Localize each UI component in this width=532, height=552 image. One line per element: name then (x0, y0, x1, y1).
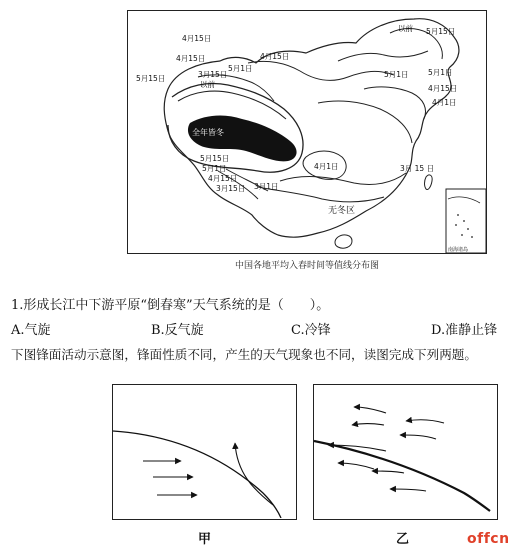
front-diagram-jia (112, 384, 297, 520)
label-mar15-left: 3月15日 (198, 70, 228, 79)
label-apr15-a: 4月15日 (182, 34, 212, 43)
south-sea-inset (446, 189, 486, 253)
china-spring-onset-map (127, 10, 487, 254)
option-a: A.气旋 (11, 323, 51, 338)
arrow-yi-4 (400, 435, 436, 439)
label-before-top: 以前 (398, 24, 413, 33)
offcn-logo: offcn (467, 531, 510, 547)
isoline-apr1-east (318, 101, 412, 143)
front-surface-jia (113, 431, 281, 518)
label-may1-lower: 5月1日 (202, 164, 227, 173)
isoline-apr15-east (364, 87, 426, 119)
label-may15-top: 5月15日 (426, 27, 456, 36)
label-may1-top: 5月1日 (384, 70, 409, 79)
intro-text: 下图锋面活动示意图，锋面性质不同，产生的天气现象也不同，读图完成下列两题。 (11, 347, 477, 362)
arrow-yi-2 (352, 424, 384, 426)
label-jia: 甲 (198, 532, 212, 547)
label-may1-right: 5月1日 (428, 68, 453, 77)
arrow-yi-7 (372, 471, 404, 473)
option-c: C.冷锋 (291, 323, 331, 338)
isoline-apr15-north (248, 61, 394, 80)
question-1-stem: 1.形成长江中下游平原“倒春寒”天气系统的是（ ）。 (11, 298, 330, 313)
arrow-yi-3 (406, 420, 444, 423)
map-drawing (128, 11, 488, 255)
taiwan-island (425, 175, 433, 190)
label-apr15-right: 4月15日 (428, 84, 458, 93)
label-before-left: 以前 (200, 80, 215, 89)
isoline-may1-north (338, 51, 428, 61)
front-diagram-yi (313, 384, 498, 520)
label-inset: 南海诸岛 (448, 247, 469, 253)
label-may1-left: 5月1日 (228, 64, 253, 73)
front-jia-drawing (113, 385, 295, 518)
label-apr1-basin: 4月1日 (314, 162, 339, 171)
label-all-year-winter: 全年皆冬 (192, 128, 224, 137)
label-mar15-east: 3月 15 日 (400, 164, 435, 173)
hainan-island (335, 235, 352, 248)
map-caption: 中国各地平均入春时间等值线分布图 (234, 261, 379, 271)
label-no-winter: 无冬区 (328, 206, 356, 216)
front-yi-drawing (314, 385, 496, 518)
label-may15-left: 5月15日 (136, 74, 166, 83)
arrow-yi-6 (338, 463, 374, 469)
label-apr15-b: 4月15日 (176, 54, 206, 63)
option-b: B.反气旋 (151, 323, 204, 338)
label-mar15-lower: 3月15日 (216, 184, 246, 193)
label-yi: 乙 (396, 532, 410, 547)
option-d: D.准静止锋 (431, 323, 498, 338)
arrow-yi-1 (354, 407, 386, 413)
front-surface-yi (314, 441, 490, 511)
label-mar1-lower: 3月1日 (254, 182, 279, 191)
label-apr15-c: 4月15日 (260, 52, 290, 61)
label-apr15-lower: 4月15日 (208, 174, 238, 183)
arrow-jia-rising (235, 443, 273, 505)
label-apr1-right: 4月1日 (432, 98, 457, 107)
arrow-yi-8 (390, 489, 426, 491)
label-may15-lower: 5月15日 (200, 154, 230, 163)
